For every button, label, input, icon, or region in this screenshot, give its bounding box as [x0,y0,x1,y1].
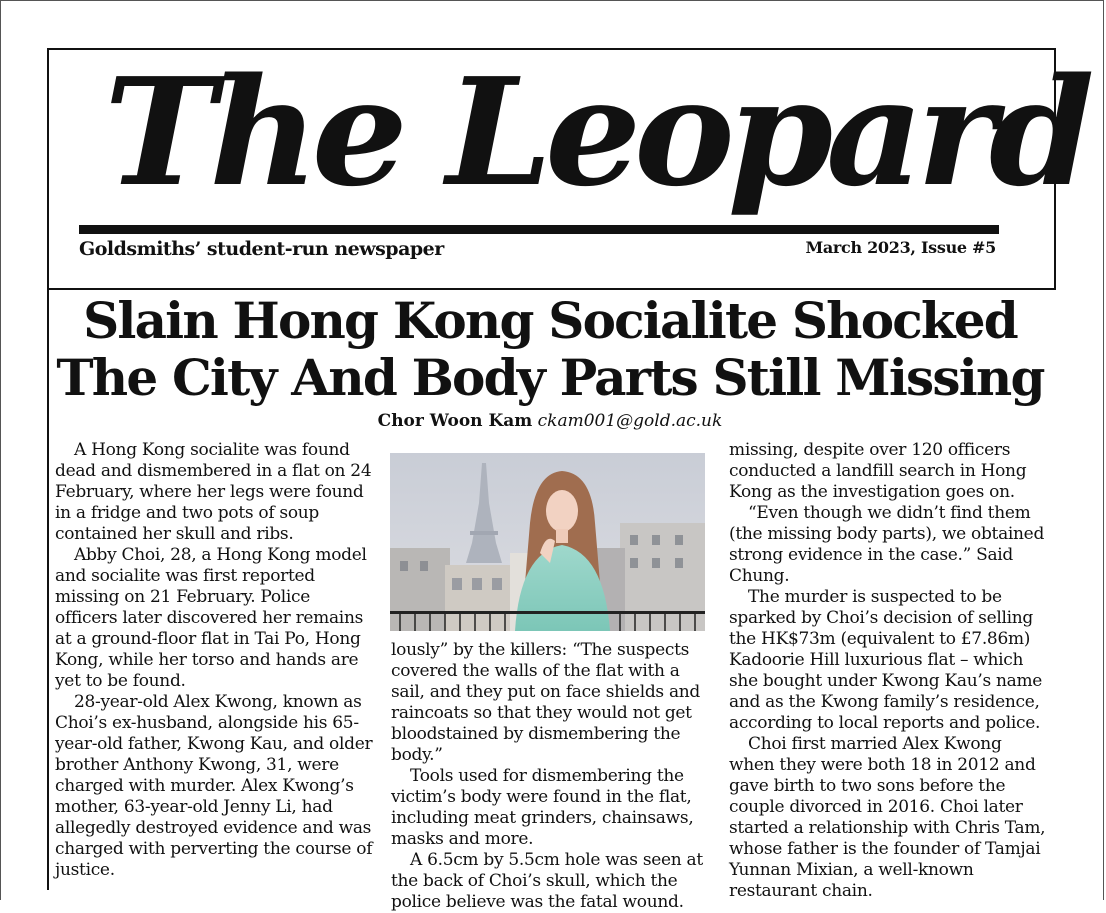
headline-line-2: The City And Body Parts Still Missing [56,348,1044,407]
paragraph: 28-year-old Alex Kwong, known as Choi’s ex-husband, alongside his 65-year-old father, Kwong Kau, and older brother Anthony Kwong, 31, were charged with murder. Alex Kwong’s mother, 63-year-old Jenny Li, had allegedly destroyed evidence and was charged with perverting the course of justice. [55,692,373,880]
masthead-rule [79,225,999,234]
paragraph: lously” by the killers: “The suspects covered the walls of the flat with a sail, and they put on face shields and raincoats so that they would not get bloodstained by dismembering the body.” [391,640,701,765]
author-email[interactable]: ckam001@gold.ac.uk [537,411,723,431]
paragraph: missing, despite over 120 officers conducted a landfill search in Hong Kong as the investigation goes on. [729,440,1027,502]
paragraph: Choi first married Alex Kwong when they were both 18 in 2012 and gave birth to two sons before the couple divorced in 2016. Choi later started a relationship with Chris Tam, whose father is the founder of Tamjai Yunnan Mixian, a well-known restaurant chain. [729,734,1046,901]
article-column-1 [55,440,377,881]
paragraph: Abby Choi, 28, a Hong Kong model and socialite was first reported missing on 21 February. Police officers later discovered her remains at a ground-floor flat in Tai Po, Hong Kong, while her torso and hands are yet to be found. [55,545,367,691]
photo-socialite-paris [390,453,705,631]
article-column-3 [729,440,1051,902]
masthead [47,45,1088,290]
headline-line-1: Slain Hong Kong Socialite Shocked [83,291,1017,350]
article-column-2 [391,640,711,913]
paragraph: “Even though we didn’t find them (the missing body parts), we obtained strong evidence in the case.” Said Chung. [729,503,1045,586]
paragraph: The murder is suspected to be sparked by Choi’s decision of selling the HK$73m (equivalent to £7.86m) Kadoorie Hill luxurious flat – which she bought under Kwong Kau’s name and as the Kwong family’s residence, according to local reports and police. [729,587,1043,733]
paragraph: A 6.5cm by 5.5cm hole was seen at the back of Choi’s skull, which the police believe was the fatal wound. [391,850,703,912]
paragraph: A Hong Kong socialite was found dead and dismembered in a flat on 24 February, where her legs were found in a fridge and two pots of soup contained her skull and ribs. [55,440,372,544]
newspaper-subtitle: Goldsmiths’ student-run newspaper [79,238,444,260]
article-headline [50,292,1050,406]
author-name: Chor Woon Kam [377,411,533,431]
article-photo [390,453,705,631]
byline [50,411,1050,431]
left-column-rule [47,290,49,890]
paragraph: Tools used for dismembering the victim’s body were found in the flat, including meat grinders, chainsaws, masks and more. [391,766,694,849]
newspaper-title: The Leopard [104,45,1088,219]
issue-date: March 2023, Issue #5 [805,238,996,257]
